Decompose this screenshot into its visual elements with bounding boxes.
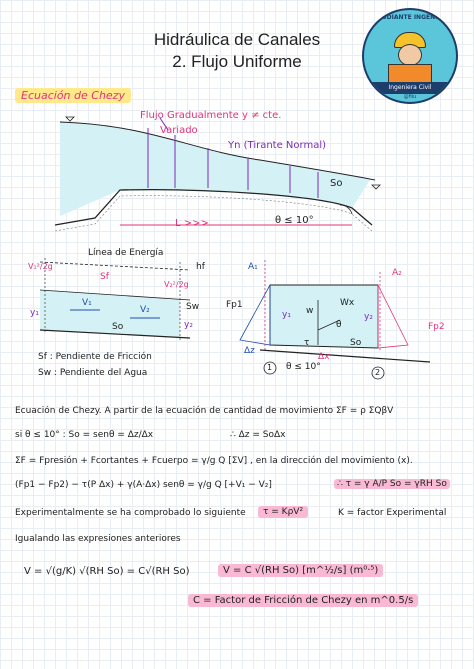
fig1-label-top: Flujo Gradualmente y ≠ cte. bbox=[140, 110, 282, 121]
fig2-label-y1: y₁ bbox=[30, 308, 39, 318]
fig1-label-length: L >>> bbox=[175, 218, 209, 229]
text-line7a: V = √(g/K) √(RH So) = C√(RH So) bbox=[24, 566, 190, 577]
fig3-label-a2: A₂ bbox=[392, 268, 402, 278]
text-line2a: si θ ≤ 10° : So = senθ = Δz/Δx bbox=[15, 430, 154, 440]
fig3-label-so: So bbox=[350, 338, 362, 348]
fig2-label-v2: V₂ bbox=[140, 305, 150, 315]
fig1-label-variado: Variado bbox=[160, 125, 198, 136]
fig3-label-w: w bbox=[306, 306, 314, 316]
page-title-line1: Hidráulica de Canales bbox=[153, 30, 321, 49]
page-title-line2: 2. Flujo Uniforme bbox=[172, 52, 302, 71]
fig2-label-linea-energia: Línea de Energía bbox=[88, 248, 164, 258]
text-line1: Ecuación de Chezy. A partir de la ecuación de cantidad de movimiento ΣF = ρ ΣQβV bbox=[15, 406, 394, 416]
fig3-label-fp2: Fp2 bbox=[428, 322, 445, 332]
fig2-label-sf: Sf bbox=[100, 272, 109, 282]
text-line2b: ∴ Δz = SoΔx bbox=[230, 430, 286, 440]
text-line5b: τ = KρV² bbox=[258, 506, 308, 518]
fig3-label-a1: A₁ bbox=[248, 262, 258, 272]
fig3-label-fp1: Fp1 bbox=[226, 300, 243, 310]
fig2-label-v1: V₁ bbox=[82, 298, 92, 308]
fig3-label-theta-small: θ bbox=[336, 320, 342, 330]
fig2-legend-sw: Sw : Pendiente del Agua bbox=[38, 368, 148, 378]
logo-arc-text: ESTUDIANTE INGENIERA bbox=[369, 14, 451, 21]
fig2-legend-sf: Sf : Pendiente de Fricción bbox=[38, 352, 152, 362]
fig3-label-y1: y₁ bbox=[282, 310, 291, 320]
fig3-right-pressure bbox=[378, 285, 408, 348]
fig3-label-n1: 1 bbox=[267, 363, 273, 372]
fig2-label-v2sq: V₂²/2g bbox=[164, 280, 189, 289]
fig3-label-wx: Wx bbox=[340, 298, 355, 308]
text-line5a: Experimentalmente se ha comprobado lo siguiente bbox=[15, 508, 246, 518]
section-header-chezy: Ecuación de Chezy bbox=[15, 88, 131, 103]
fig3-label-n2: 2 bbox=[375, 368, 381, 377]
logo-handle: @fiiu bbox=[403, 94, 417, 100]
fig2-label-so: So bbox=[112, 322, 124, 332]
fig2-label-y2: y₂ bbox=[184, 320, 193, 330]
text-line4b: ∴ τ = γ A/P So = γRH So bbox=[334, 479, 450, 489]
fig3-label-dz: Δz bbox=[244, 346, 255, 356]
fig1-label-theta: θ ≤ 10° bbox=[275, 215, 314, 226]
fig1-label-yn: Yn (Tirante Normal) bbox=[228, 140, 327, 151]
fig3-left-pressure bbox=[240, 285, 270, 345]
fig3-label-y2: y₂ bbox=[364, 312, 373, 322]
text-line7b: V = C √(RH So) [m^½/s] (m⁰·⁵) bbox=[218, 564, 383, 577]
text-line3: ΣF = Fpresión + Fcortantes + Fcuerpo = γ/g Q [ΣV] , en la dirección del movimiento (x). bbox=[15, 456, 413, 466]
fig3-label-tau: τ bbox=[304, 338, 310, 348]
text-line4a: (Fp1 − Fp2) − τ(P Δx) + γ(A·Δx) senθ = γ/g Q [+V₁ − V₂] bbox=[15, 480, 272, 490]
fig1-label-so: So bbox=[330, 178, 343, 189]
fig3-label-dx: Δx bbox=[318, 352, 330, 362]
fig2-label-sw: Sw bbox=[186, 302, 200, 312]
fig3-label-theta: θ ≤ 10° bbox=[286, 362, 321, 372]
text-line5c: K = factor Experimental bbox=[338, 508, 447, 518]
fig2-label-hf: hf bbox=[196, 262, 205, 272]
text-line8: C = Factor de Fricción de Chezy en m^0.5/s bbox=[188, 594, 418, 607]
fig2-label-v1sq: V₁²/2g bbox=[28, 262, 53, 271]
logo-ribbon: Ingeniera Civil bbox=[370, 82, 450, 94]
text-line6: Igualando las expresiones anteriores bbox=[15, 534, 181, 544]
fig3-bed-line bbox=[260, 350, 430, 362]
